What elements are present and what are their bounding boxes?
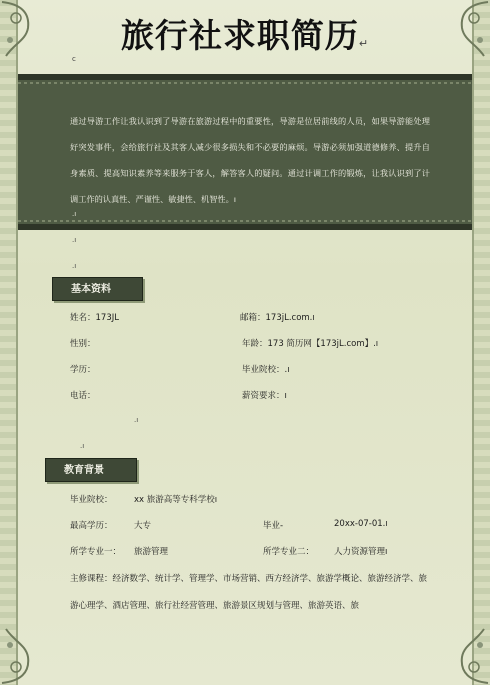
title-text: 旅行社求职简历 xyxy=(120,16,359,55)
paragraph-mark: .ı xyxy=(72,236,77,244)
edu-grad-value: 20xx-07-01.ı xyxy=(334,519,388,529)
education-field: 学历： xyxy=(70,365,96,375)
paragraph-mark: .ı xyxy=(72,210,77,218)
age-field: 年龄：173 简历网【173jL.com】.ı xyxy=(242,339,379,349)
courses-paragraph: 主修课程：经济数学、统计学、管理学、市场营销、西方经济学、旅游学概论、旅游经济学、旅游心理学、酒店管理、旅行社经营管理、旅游景区规划与管理、旅游英语、旅 xyxy=(70,574,428,611)
left-border xyxy=(0,0,18,685)
edu-major1-value: 旅游管理 xyxy=(134,547,169,557)
email-field: 邮箱：173jL.com.ı xyxy=(240,313,315,323)
intro-text: 通过导游工作让我认识到了导游在旅游过程中的重要性，导游是位居前线的人员，如果导游能处理好突发事件，会给旅行社及其客人减少很多损失和不必要的麻烦。导游必须加强道德修养、提升自身素质、提高知识素养等来服务于客人，解答客人的疑问。通过计调工作的锻炼，让我认识到了计调工作的认真性、严谨性、敏捷性、机智性。ı xyxy=(70,116,430,204)
paragraph-mark: ↵ xyxy=(358,37,370,50)
edu-degree-label: 最高学历： xyxy=(70,521,113,531)
edu-grad-label: 毕业- xyxy=(263,521,284,531)
school-field: 毕业院校：.ı xyxy=(242,365,290,375)
edu-degree-value: 大专 xyxy=(134,521,152,531)
phone-field: 电话： xyxy=(70,391,96,401)
name-field: 姓名：173JL xyxy=(70,313,119,323)
right-border xyxy=(472,0,490,685)
section-heading-education: 教育背景 xyxy=(45,458,137,482)
ornament-corner-icon xyxy=(456,625,490,685)
edu-major2-label: 所学专业二： xyxy=(263,547,315,557)
ornament-corner-icon xyxy=(0,625,34,685)
intro-band xyxy=(18,74,472,230)
paragraph-mark: .ı xyxy=(72,262,77,270)
page-title xyxy=(0,10,490,57)
section-heading-basic: 基本资料 xyxy=(52,277,143,301)
paragraph-mark: c xyxy=(72,55,76,63)
edu-major2-value: 人力资源管理ı xyxy=(334,547,388,557)
gender-field: 性别： xyxy=(70,339,96,349)
edu-school-label: 毕业院校： xyxy=(70,495,113,505)
salary-field: 薪资要求：ı xyxy=(242,391,287,401)
edu-school-value: xx 旅游高等专科学校ı xyxy=(134,495,218,505)
edu-major1-label: 所学专业一： xyxy=(70,547,122,557)
paragraph-mark: .ı xyxy=(80,442,85,450)
paragraph-mark: .ı xyxy=(134,416,139,424)
